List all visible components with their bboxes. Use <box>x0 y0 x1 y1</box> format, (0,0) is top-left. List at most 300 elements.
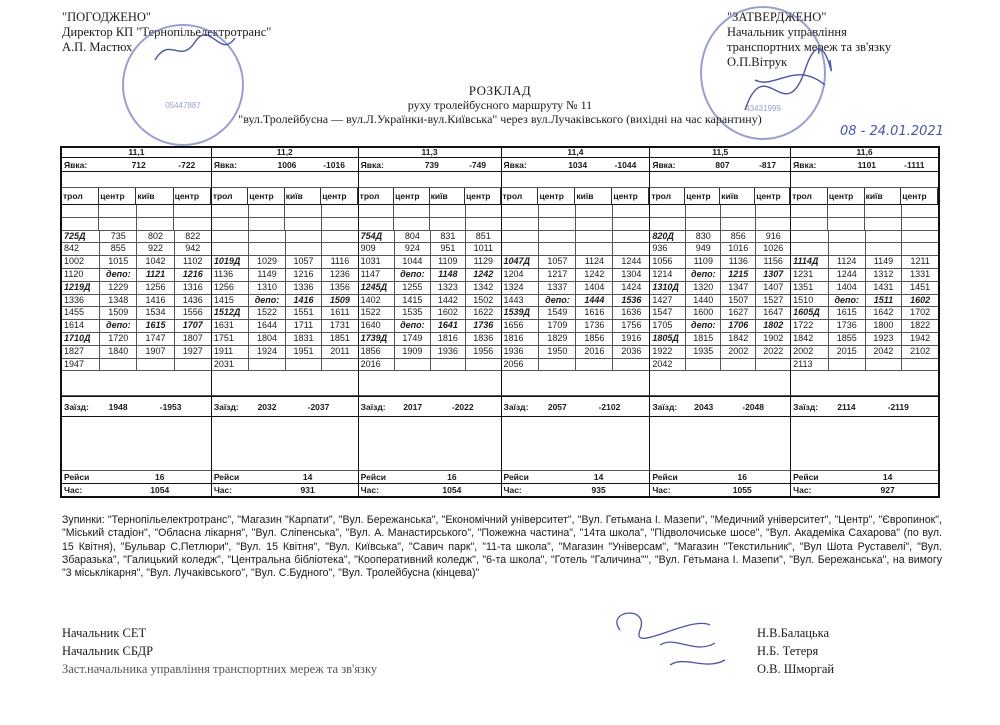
zaizd-label: Заїзд: <box>64 401 89 412</box>
blank-row <box>791 205 938 218</box>
spacer-row <box>502 417 650 471</box>
time-cell: 1707 <box>182 320 203 331</box>
time-cell: 1747 <box>137 333 174 345</box>
route-description: "вул.Тролейбусна — вул.Л.Українки-вул.Київська" через вул.Лучаківського (вихідні на час карантину) <box>238 112 762 126</box>
time-cell <box>539 243 576 255</box>
column-headers <box>650 188 790 205</box>
time-total-value: 1054 <box>442 485 462 496</box>
time-cell: 1731 <box>329 320 350 331</box>
zaizd-label: Заїзд: <box>652 401 678 412</box>
time-cell: 1836 <box>473 332 494 343</box>
time-row <box>650 256 790 269</box>
approval-right-name: О.П.Вітрук <box>727 55 788 69</box>
time-cell <box>502 243 540 255</box>
time-cell: 1842 <box>791 333 829 345</box>
time-cell: 1424 <box>621 281 642 292</box>
empty-cell <box>902 218 938 230</box>
column-headers <box>212 188 358 205</box>
time-cell: 1805Д <box>650 333 686 345</box>
time-row <box>791 243 938 256</box>
time-cell <box>322 359 357 371</box>
time-row <box>791 307 938 320</box>
column-header: київ <box>136 188 173 204</box>
trips-value: 16 <box>737 472 747 483</box>
yavka-row <box>62 158 211 172</box>
time-cell: 1511 <box>866 295 903 307</box>
route-number: 11,4 <box>502 148 650 158</box>
time-cell: 1120 <box>62 269 100 281</box>
yavka-label: Явка: <box>64 159 88 170</box>
route-number: 11,6 <box>791 148 938 158</box>
time-cell: 1640 <box>359 320 395 332</box>
time-cell: 1149 <box>866 256 903 268</box>
time-cell: 1956 <box>473 345 494 356</box>
time-cell: 1602 <box>431 307 466 319</box>
time-cell: 1148 <box>431 269 466 281</box>
time-cell: 1924 <box>249 346 285 358</box>
empty-cell <box>686 218 721 230</box>
zaizd-end: -1953 <box>159 401 182 412</box>
time-cell: 1927 <box>182 345 203 356</box>
time-cell: 1551 <box>286 307 322 319</box>
time-cell: 1242 <box>473 268 494 279</box>
time-total-label: Час: <box>360 485 379 496</box>
trips-value: 14 <box>302 472 313 483</box>
time-cell: 1936 <box>431 346 466 358</box>
time-row <box>62 320 211 333</box>
column-header: центр <box>538 188 575 204</box>
time-cell: 1855 <box>829 333 866 345</box>
empty-cell <box>721 205 756 217</box>
time-cell: 1149 <box>249 269 285 281</box>
time-cell: 1827 <box>62 346 100 358</box>
time-cell: депо: <box>395 269 430 281</box>
time-cell: 1522 <box>359 307 395 319</box>
spacer-row <box>502 172 650 188</box>
time-cell <box>322 231 357 243</box>
time-cell: 1415 <box>212 295 249 307</box>
route-number: 11,2 <box>212 148 358 158</box>
empty-cell <box>137 218 174 230</box>
blank-row <box>650 218 790 231</box>
time-cell: 822 <box>185 230 201 241</box>
empty-cell <box>174 218 210 230</box>
zaizd-row <box>502 396 650 417</box>
time-cell: 1736 <box>576 320 613 332</box>
spacer-row <box>502 371 650 396</box>
empty-cell <box>756 205 790 217</box>
stops-list: Зупинки: "Тернопільелектротранс", "Магазин "Карпати", "Вул. Бережанська", "Економічний університет", "Вул. Гетьмана І. Мазепи", "Медичний університет", "Центр", "Європинок", "Міський стадіон", "Обласна лікарня", "Вул. Сліпенська", "Вул. А. Манастирського", "Пожежна частина", "14та школа", "Підволочиське шосе", "Вул. Академіка Сахарова" (по вул. 15 Квітня), "Бульвар С.Петлюри", "Вул. 15 Квітня", "Вул. Київська", "Савич парк", "11-та школа", "Магазин "Універсам", "Магазин "Текстильник", "Вул Шота Руставелі", "Вул. Збаразька", "Галицький коледж", "Центральна бібліотека", "Кооперативний коледж", "6-та школа", "Готель "Галичина"", "Вул. Гетьмана І. Мазепи", "Вул. Бережанська", на вимогу "3 міськлікарня", "Вул. Лучаківського", "Вул. С.Будного", "Вул. Тролейбусна (кінцева)" <box>62 514 942 580</box>
time-cell: 1109 <box>686 256 721 268</box>
time-cell: 1304 <box>621 268 642 279</box>
yavka-row <box>212 158 358 172</box>
time-cell: 1622 <box>473 307 494 318</box>
time-cell: 1011 <box>473 243 493 254</box>
time-total-value: 935 <box>591 485 606 496</box>
empty-cell <box>394 218 430 230</box>
time-row <box>212 243 358 256</box>
time-cell <box>866 231 903 243</box>
trips-value: 16 <box>447 472 457 483</box>
zaizd-end: -2102 <box>598 401 621 412</box>
time-cell: 1711 <box>286 320 322 332</box>
time-cell: 942 <box>185 243 201 254</box>
time-cell: 1842 <box>721 333 756 345</box>
time-row <box>62 282 211 295</box>
time-row <box>650 359 790 372</box>
time-cell: 1642 <box>866 307 903 319</box>
time-cell: 1615 <box>829 307 866 319</box>
time-row <box>791 320 938 333</box>
time-cell: 1804 <box>249 333 285 345</box>
signatory-title-2: Начальник СБДР <box>62 644 154 658</box>
time-cell: 916 <box>765 230 781 241</box>
time-cell <box>249 231 285 243</box>
time-cell: 1204 <box>502 269 540 281</box>
time-row <box>791 333 938 346</box>
empty-cell <box>174 205 210 217</box>
time-cell: 1539Д <box>502 307 540 319</box>
empty-cell <box>249 218 286 230</box>
time-total-value: 927 <box>880 485 895 496</box>
column-header: центр <box>755 188 790 204</box>
time-cell: 1605Д <box>791 307 829 319</box>
time-cell: 1310 <box>249 282 285 294</box>
signatory-name-2: Н.Б. Тетеря <box>757 644 819 658</box>
empty-cell <box>539 218 576 230</box>
time-row <box>62 333 211 346</box>
time-row <box>359 256 501 269</box>
time-cell <box>686 359 721 371</box>
time-total-label: Час: <box>503 485 522 496</box>
column-header: трол <box>212 188 248 204</box>
time-cell: 820Д <box>650 231 686 243</box>
zaizd-start: 2017 <box>403 401 423 412</box>
time-cell: 1756 <box>621 320 642 331</box>
time-cell: 1641 <box>431 320 466 332</box>
time-total-value: 1054 <box>150 485 170 496</box>
empty-cell <box>466 218 501 230</box>
time-cell: 1616 <box>576 307 613 319</box>
column-headers <box>359 188 501 205</box>
zaizd-row <box>62 396 211 417</box>
column-header: центр <box>685 188 720 204</box>
column-header: центр <box>901 188 938 204</box>
time-cell: 1951 <box>286 346 322 358</box>
time-cell: 1124 <box>576 256 613 268</box>
time-cell: депо: <box>100 320 137 332</box>
trips-value: 16 <box>155 472 165 483</box>
empty-cell <box>466 205 501 217</box>
time-row <box>650 282 790 295</box>
time-cell: 1527 <box>763 294 784 305</box>
time-row <box>212 282 358 295</box>
signature-scribble-left <box>150 30 240 70</box>
time-cell: 1016 <box>721 243 756 255</box>
spacer-row <box>62 417 211 471</box>
time-cell: 1444 <box>576 295 613 307</box>
trips-row <box>650 471 790 484</box>
time-cell: 1442 <box>431 295 466 307</box>
empty-cell <box>137 205 174 217</box>
time-row <box>212 269 358 282</box>
time-cell: 1256 <box>212 282 249 294</box>
time-cell: 1219Д <box>62 282 100 294</box>
empty-cell <box>212 205 249 217</box>
route-column <box>212 148 359 496</box>
time-cell <box>902 359 938 371</box>
time-cell <box>613 243 649 255</box>
yavka-start: 1101 <box>857 159 877 170</box>
blank-row <box>502 205 650 218</box>
time-cell: 1936 <box>502 346 540 358</box>
empty-cell <box>791 218 828 230</box>
time-cell <box>791 243 829 255</box>
signatory-names <box>757 624 834 678</box>
time-row <box>62 307 211 320</box>
time-row <box>650 333 790 346</box>
time-row <box>502 282 650 295</box>
time-cell: 802 <box>137 231 174 243</box>
zaizd-end: -2119 <box>887 401 909 412</box>
zaizd-label: Заїзд: <box>213 401 239 412</box>
empty-cell <box>686 205 721 217</box>
blank-row <box>212 218 358 231</box>
time-cell <box>613 359 649 371</box>
time-cell: 1404 <box>829 282 866 294</box>
time-cell: 1244 <box>621 256 642 267</box>
time-row <box>502 359 650 372</box>
time-row <box>791 346 938 359</box>
time-cell <box>395 359 430 371</box>
signatory-name-3: О.В. Шморгай <box>757 662 835 676</box>
zaizd-row <box>212 396 358 417</box>
column-header: київ <box>285 188 321 204</box>
signatory-title-3: Заст.начальника управління транспортних мереж та зв'язку <box>62 662 378 676</box>
time-cell: 1348 <box>100 295 137 307</box>
column-header: трол <box>650 188 685 204</box>
time-row <box>212 333 358 346</box>
time-row <box>502 256 650 269</box>
spacer-row <box>359 417 501 471</box>
time-cell: 2015 <box>829 346 866 358</box>
time-row <box>62 243 211 256</box>
yavka-label: Явка: <box>503 159 527 170</box>
time-cell: 924 <box>395 243 430 255</box>
time-cell: 1815 <box>686 333 721 345</box>
spacer-row <box>650 172 790 188</box>
approval-right-position-2: транспортних мереж та зв'язку <box>727 40 892 54</box>
time-cell: 1331 <box>910 268 931 279</box>
time-cell: 1751 <box>212 333 249 345</box>
empty-cell <box>249 205 286 217</box>
seal-number-left: 05447887 <box>165 100 201 110</box>
time-cell <box>322 243 357 255</box>
time-cell <box>286 359 322 371</box>
time-cell: 1549 <box>539 307 576 319</box>
time-row <box>359 320 501 333</box>
signatory-title-1: Начальник СЕТ <box>62 626 147 640</box>
time-cell: 2031 <box>212 359 249 371</box>
column-header: трол <box>62 188 99 204</box>
route-number: 11,5 <box>650 148 790 158</box>
empty-cell <box>865 205 902 217</box>
time-cell: 1627 <box>721 307 756 319</box>
time-row <box>791 256 938 269</box>
time-cell: 725Д <box>62 231 100 243</box>
zaizd-row <box>791 396 938 417</box>
empty-cell <box>828 218 865 230</box>
time-row <box>791 295 938 308</box>
time-cell: 1451 <box>910 281 931 292</box>
time-cell: 1211 <box>910 256 930 267</box>
time-cell: 1923 <box>866 333 903 345</box>
approval-right-label: "ЗАТВЕРДЖЕНО" <box>727 10 827 24</box>
yavka-start: 1006 <box>277 159 297 170</box>
time-cell <box>539 359 576 371</box>
time-row <box>359 307 501 320</box>
time-cell <box>756 359 790 371</box>
time-row <box>62 231 211 244</box>
time-cell: 1436 <box>182 294 203 305</box>
time-cell: 1236 <box>329 268 350 279</box>
time-total-row <box>359 484 501 496</box>
empty-cell <box>539 205 576 217</box>
time-total-label: Час: <box>64 485 83 496</box>
time-cell: 1656 <box>502 320 540 332</box>
time-cell <box>866 243 903 255</box>
time-cell <box>212 243 249 255</box>
yavka-end: -722 <box>178 159 196 170</box>
zaizd-label: Заїзд: <box>360 401 386 412</box>
spacer-row <box>62 371 211 396</box>
time-cell: 1440 <box>686 295 721 307</box>
trips-label: Рейси <box>360 472 387 483</box>
column-headers <box>62 188 211 205</box>
time-cell: 1536 <box>621 294 642 305</box>
time-row <box>650 231 790 244</box>
time-row <box>359 359 501 372</box>
time-cell: 1507 <box>721 295 756 307</box>
trips-label: Рейси <box>64 472 90 483</box>
time-cell <box>829 231 866 243</box>
time-cell: 1255 <box>395 282 430 294</box>
yavka-end: -1044 <box>614 159 637 170</box>
time-total-value: 1055 <box>732 485 752 496</box>
schedule-table <box>60 146 940 498</box>
time-cell: 856 <box>721 231 756 243</box>
time-cell <box>866 359 903 371</box>
time-cell: 1356 <box>329 281 350 292</box>
yavka-end: -1016 <box>323 159 345 170</box>
time-cell: 1916 <box>621 332 642 343</box>
blank-row <box>650 205 790 218</box>
time-cell: 1800 <box>866 320 903 332</box>
time-cell: 1342 <box>473 281 494 292</box>
time-cell: 1911 <box>212 346 249 358</box>
time-cell <box>902 231 938 243</box>
time-cell: 1816 <box>502 333 540 345</box>
time-row <box>650 295 790 308</box>
time-cell: 2042 <box>866 346 903 358</box>
time-cell: 1739Д <box>359 333 395 345</box>
time-cell: 1310Д <box>650 282 686 294</box>
empty-cell <box>99 218 136 230</box>
time-cell: 1336 <box>286 282 322 294</box>
time-cell: 936 <box>650 243 686 255</box>
time-cell: 1324 <box>502 282 540 294</box>
time-total-value: 931 <box>300 485 315 496</box>
time-cell <box>902 243 938 255</box>
empty-cell <box>576 218 613 230</box>
time-row <box>502 333 650 346</box>
time-cell: 1256 <box>137 282 174 294</box>
time-cell: 951 <box>431 243 466 255</box>
yavka-start: 739 <box>424 159 439 170</box>
time-row <box>359 346 501 359</box>
blank-row <box>502 218 650 231</box>
time-cell: 1547 <box>650 307 686 319</box>
time-cell: 1922 <box>650 346 686 358</box>
time-cell: 1124 <box>829 256 866 268</box>
time-cell: 1307 <box>763 268 784 279</box>
empty-cell <box>865 218 902 230</box>
route-number: 11,3 <box>359 148 501 158</box>
time-cell: 1522 <box>249 307 285 319</box>
time-cell <box>576 231 613 243</box>
time-cell: 1129 <box>473 256 493 267</box>
route-column <box>650 148 791 496</box>
approval-left-label: "ПОГОДЖЕНО" <box>62 10 151 24</box>
seal-number-right: 43431999 <box>745 103 781 113</box>
time-row <box>359 269 501 282</box>
time-cell: 1831 <box>286 333 322 345</box>
empty-cell <box>322 205 358 217</box>
empty-cell <box>62 205 99 217</box>
time-cell: 1856 <box>576 333 613 345</box>
time-cell: 1121 <box>137 269 174 281</box>
time-cell: депо: <box>100 269 137 281</box>
time-cell: 1722 <box>791 320 829 332</box>
time-cell: 1316 <box>182 281 203 292</box>
time-cell <box>791 231 829 243</box>
time-total-row <box>502 484 650 496</box>
zaizd-start: 1948 <box>108 401 128 412</box>
time-row <box>502 231 650 244</box>
yavka-label: Явка: <box>360 159 384 170</box>
trips-row <box>791 471 938 484</box>
empty-cell <box>430 218 466 230</box>
time-cell: 1347 <box>721 282 756 294</box>
spacer-row <box>791 417 938 471</box>
spacer-row <box>62 172 211 188</box>
time-cell: 1057 <box>286 256 322 268</box>
empty-cell <box>285 205 322 217</box>
time-row <box>502 295 650 308</box>
time-cell: 1102 <box>183 256 203 267</box>
column-header: центр <box>465 188 500 204</box>
zaizd-row <box>650 396 790 417</box>
column-header: центр <box>612 188 649 204</box>
approval-left-position: Директор КП "Тернопільелектротранс" <box>62 25 272 39</box>
time-cell: 1907 <box>137 346 174 358</box>
time-cell: 851 <box>475 230 491 241</box>
time-cell: 1416 <box>137 295 174 307</box>
time-cell: 1840 <box>100 346 137 358</box>
time-cell: 1244 <box>829 269 866 281</box>
time-cell: 1320 <box>686 282 721 294</box>
trips-row <box>212 471 358 484</box>
